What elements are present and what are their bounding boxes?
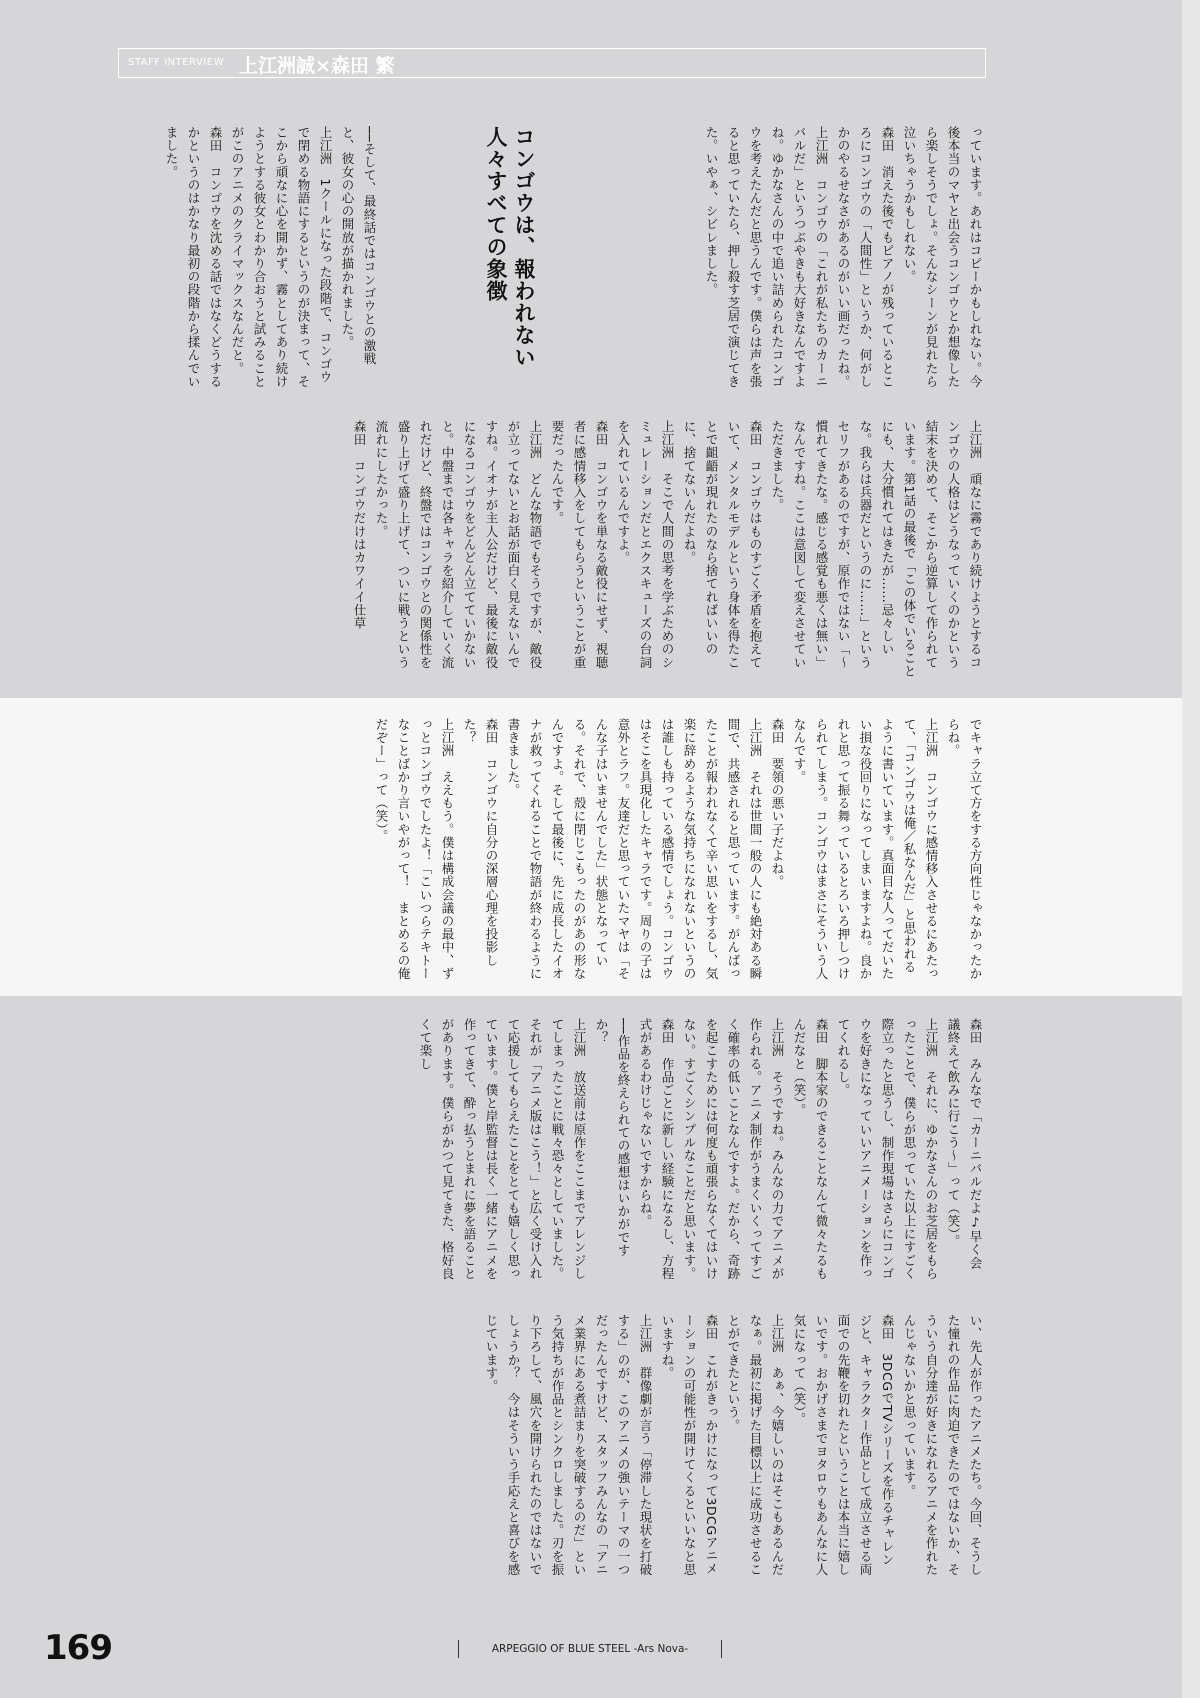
header-names: 上江洲誠×森田 繁 (239, 55, 395, 77)
text-column-4: でキャラ立て方をする方向性じゃなかったからね。 上江洲 コンゴウに感情移入させるにあたって、「コンゴウは俺／私なんだ」と思われるように書いています。真面目な人ってだいたい損な役回りになってしまいますよね。良かれと思って振る舞っているとろいろ押しつけられてしまう。コンゴウはまさにそういう人なんです。 森田 要領の悪い子だよね。 上江洲 それは世間一般の人にも絶対ある瞬間で、共感されると思っています。がんばったことが報われなくて辛い思いをするし、気楽に辞めるような気持ちになれないというのは誰しも持っている感情でしょう。コンゴウはそこを具現化したキャラです。周りの子は意外とラフ。友達だと思っていたマヤは「そんな子はいませんでした」状態となっている。それで、殻に閉じこもったのがあの形なんですよ。そして最後に、先に成長したイオナが救ってくれることで物語が終わるように書きました。 森田 コンゴウに自分の深層心理を投影した？ 上江洲 ええもう。僕は構成会議の最中、ずっとコンゴウでしたよ！「こいつらテキトーなことばかり言いやがって！ まとめるの俺だぞー」って（笑）。 (374, 718, 983, 980)
text-column-3: 上江洲 頑なに霧であり続けようとするコンゴウの人格はどうなっていくのかという結末を決めて、そこから逆算して作られています。第1話の最後で「この体でいることにも、大分慣れてはきたが……忌々しいな。我らは兵器だというのに……」というセリフがあるのですが、原作ではない「～慣れてきたな。感じる感覚も悪くは無い」なんですね。ここは意図して変えさせていただきました。 森田 コンゴウはものすごく矛盾を抱えていて、メンタルモデルという身体を得たことで齟齬が現れたのなら捨てればいいのに、捨てないんだよね。 上江洲 そこで人間の思考を学ぶためのシミュレーションだとエクスキューズの台詞を入れているんですよ。 森田 コンゴウを単なる敵役にせず、視聴者に感情移入をしてもらうということが重要だったんです。 上江洲 どんな物語でもそうですが、敵役が立ってないとお話が面白く見えないんですね。イオナが主人公だけど、最後に敵役になるコンゴウをどんどん立てていかないと。中盤までは各キャラを紹介していく流れだけど、終盤ではコンゴウとの関係性を盛り上げて盛り上げて、ついに戦うという流れにしたかった。 森田 コンゴウだけはカワイイ仕草 (352, 420, 983, 678)
page-number: 169 (44, 1628, 112, 1668)
text-column-6: い、先人が作ったアニメたち。今回、そうした憧れの作品に肉迫できたのではないか、そういう自分達が好きになれるアニメを作れたんじゃないかと思っています。 森田 3DCGでTVシリーズを作るチャレンジと、キャラクター作品として成立させる両面での先鞭を切れたということは本当に嬉しいです。おかげさまでヨタロウもあんなに人気になって（笑）。 上江洲 あぁ、今嬉しいのはそこもあるんだなぁ。最初に掲げた目標以上に成功させることができたという。 森田 これがきっかけになって3DCGアニメーションの可能性が開けてくるといいなと思いますね。 上江洲 群像劇が言う「停滞した現状を打破する」のが、このアニメの強いテーマの一つだったんですけど、スタッフみんなの「アニメ業界にある煮詰まりを突破するのだ」という気持ちが作品とシンクロしました。刃を振り下ろして、風穴を開けられたのではないでしょうか？ 今はそういう手応えと喜びを感じています。 (484, 1314, 983, 1576)
section-headline: コンゴウは、報われない 人々すべての象徴 (484, 126, 536, 368)
header-label: STAFF INTERVIEW (128, 57, 224, 68)
page-edge (1182, 0, 1200, 1698)
interview-header (118, 48, 986, 78)
text-column-2: ──そして、最終話ではコンゴウとの激戦と、彼女の心の開放が描かれました。 上江洲 1クールになった段階で、コンゴウで閉める物語にするというのが決まって、そこから頑なに心を開かず、霧としてあり続けようとする彼女とわかり合おうと試みることがこのアニメのクライマックスなんだと。 森田 コンゴウを沈める話ではなくどうするかというのはかなり最初の段階から揉んでいました。 (164, 126, 377, 388)
text-column-5: 森田 みんなで「カーニバルだよ♪早く会議終えて飲みに行こう～」って（笑）。 上江洲 それに、ゆかなさんのお芝居をもらったことで、僕らが思っていた以上にすごく際立ったと思うし、制作現場はさらにコンゴウを好きになっていいアニメーションを作ってくれるし。 森田 脚本家のできることなんて微々たるもんだなと（笑）。 上江洲 そうですね。みんなの力でアニメが作られる。アニメ制作がうまくいくってすごく確率の低いことなんですよ。だから、奇跡を起こすためには何度も頑張らなくてはいけない。すごくシンプルなことだと思います。 森田 作品ごとに新しい経験になるし、方程式があるわけじゃないですからね。 ──作品を終えられての感想はいかがですか？ 上江洲 放送前は原作をここまでアレンジしてしまったことに戦々恐々としていました。それが「アニメ版はこう！」と広く受け入れて応援してもらえたことをとても嬉しく思っています。僕と岸監督は長く一緒にアニメを作ってきて、酔っ払うとまれに夢を語ることがあります。僕らがかつて見てきた、格好良くて楽し (418, 1018, 983, 1280)
book-title-footer: ARPEGGIO OF BLUE STEEL -Ars Nova- (458, 1640, 722, 1658)
text-column-1: っています。あれはコピーかもしれない。今後本当のマヤと出会うコンゴウとか想像したら楽しそうでしょ。そんなシーンが見れたら泣いちゃうかもしれない。 森田 消えた後でもピアノが残っているところにコンゴウの「人間性」というか、何がしかのやるせなさがあるのがいい画だったね。 上江洲 コンゴウの「これが私たちのカーニバルだ」というつぶやきも大好きなんですよね。ゆかなさんの中で追い詰められたコンゴウを考えたんだと思うんです。僕らは声を張ると思っていたら、押し殺す芝居で演じてきた。いやぁ、シビレました。 (704, 126, 983, 388)
